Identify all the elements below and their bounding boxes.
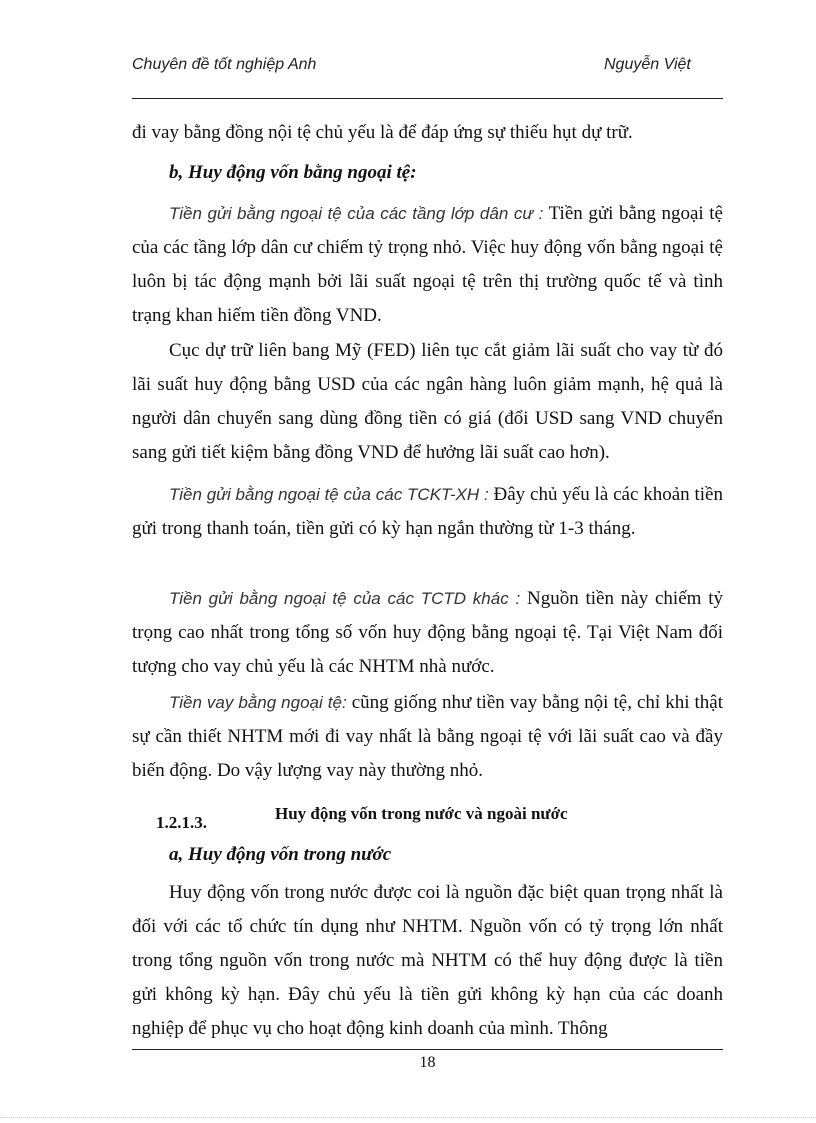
section-title: Huy động vốn trong nước và ngoài nước (275, 804, 568, 823)
footer-divider (132, 1049, 723, 1050)
heading-foreign-currency: b, Huy động vốn bằng ngoại tệ: (169, 162, 417, 183)
paragraph-3: Cục dự trữ liên bang Mỹ (FED) liên tục cắt giảm lãi suất cho vay từ đó lãi suất huy động bằng USD của các ngân hàng luôn giảm mạnh, hệ quả là người dân chuyển sang dùng đồng tiền có giá (đổi USD sang VND chuyển sang gửi tiết kiệm bằng đồng VND để hưởng lãi suất cao hơn). (132, 340, 723, 463)
page-bottom-border (0, 1117, 816, 1118)
paragraph-6-lead: Tiền vay bằng ngoại tệ: (169, 693, 347, 712)
paragraph-5-text: Nguồn tiền này chiếm tỷ trọng cao nhất trong tổng số vốn huy động bằng ngoại tệ. Tại Việt Nam đối tượng cho vay chủ yếu là các NHTM nhà nước. (132, 588, 723, 677)
paragraph-4-lead: Tiền gửi bằng ngoại tệ của các TCKT-XH : (169, 485, 489, 504)
paragraph-5-lead: Tiền gửi bằng ngoại tệ của các TCTD khác : (169, 589, 521, 608)
paragraph-1: đi vay bằng đồng nội tệ chủ yếu là để đáp ứng sự thiếu hụt dự trữ. (132, 122, 633, 143)
paragraph-6 (132, 686, 723, 788)
paragraph-5 (132, 582, 723, 684)
paragraph-4 (132, 478, 723, 546)
page-header (132, 52, 723, 99)
section-number: 1.2.1.3. (156, 813, 207, 832)
page-number: 18 (419, 1054, 436, 1071)
header-author: Nguyễn Việt (604, 56, 691, 73)
paragraph-2-lead: Tiền gửi bằng ngoại tệ của các tầng lớp dân cư : (169, 204, 544, 223)
header-document-title: Chuyên đề tốt nghiệp Anh (132, 56, 317, 73)
paragraph-7: Huy động vốn trong nước được coi là nguồn đặc biệt quan trọng nhất là đối với các tổ chức tín dụng như NHTM. Nguồn vốn có tỷ trọng lớn nhất trong tổng nguồn vốn trong nước mà NHTM có thể huy động được là tiền gửi không kỳ hạn. Đây chủ yếu là tiền gửi không kỳ hạn của các doanh nghiệp để phục vụ cho hoạt động kinh doanh của mình. Thông (132, 882, 723, 1039)
heading-domestic: a, Huy động vốn trong nước (169, 844, 392, 865)
paragraph-2-text: Tiền gửi bằng ngoại tệ của các tầng lớp dân cư chiếm tỷ trọng nhỏ. Việc huy động vốn bằng ngoại tệ luôn bị tác động mạnh bởi lãi suất ngoại tệ trên thị trường quốc tế và tình trạng khan hiếm tiền đồng VND. (132, 203, 723, 326)
paragraph-2 (132, 197, 723, 333)
paragraph-6-text: cũng giống như tiền vay bằng nội tệ, chỉ khi thật sự cần thiết NHTM mới đi vay nhất là bằng ngoại tệ với lãi suất cao và đầy biến động. Do vậy lượng vay này thường nhỏ. (132, 692, 723, 781)
paragraph-4-text: Đây chủ yếu là các khoản tiền gửi trong thanh toán, tiền gửi có kỳ hạn ngắn thường từ 1-3 tháng. (132, 484, 723, 539)
